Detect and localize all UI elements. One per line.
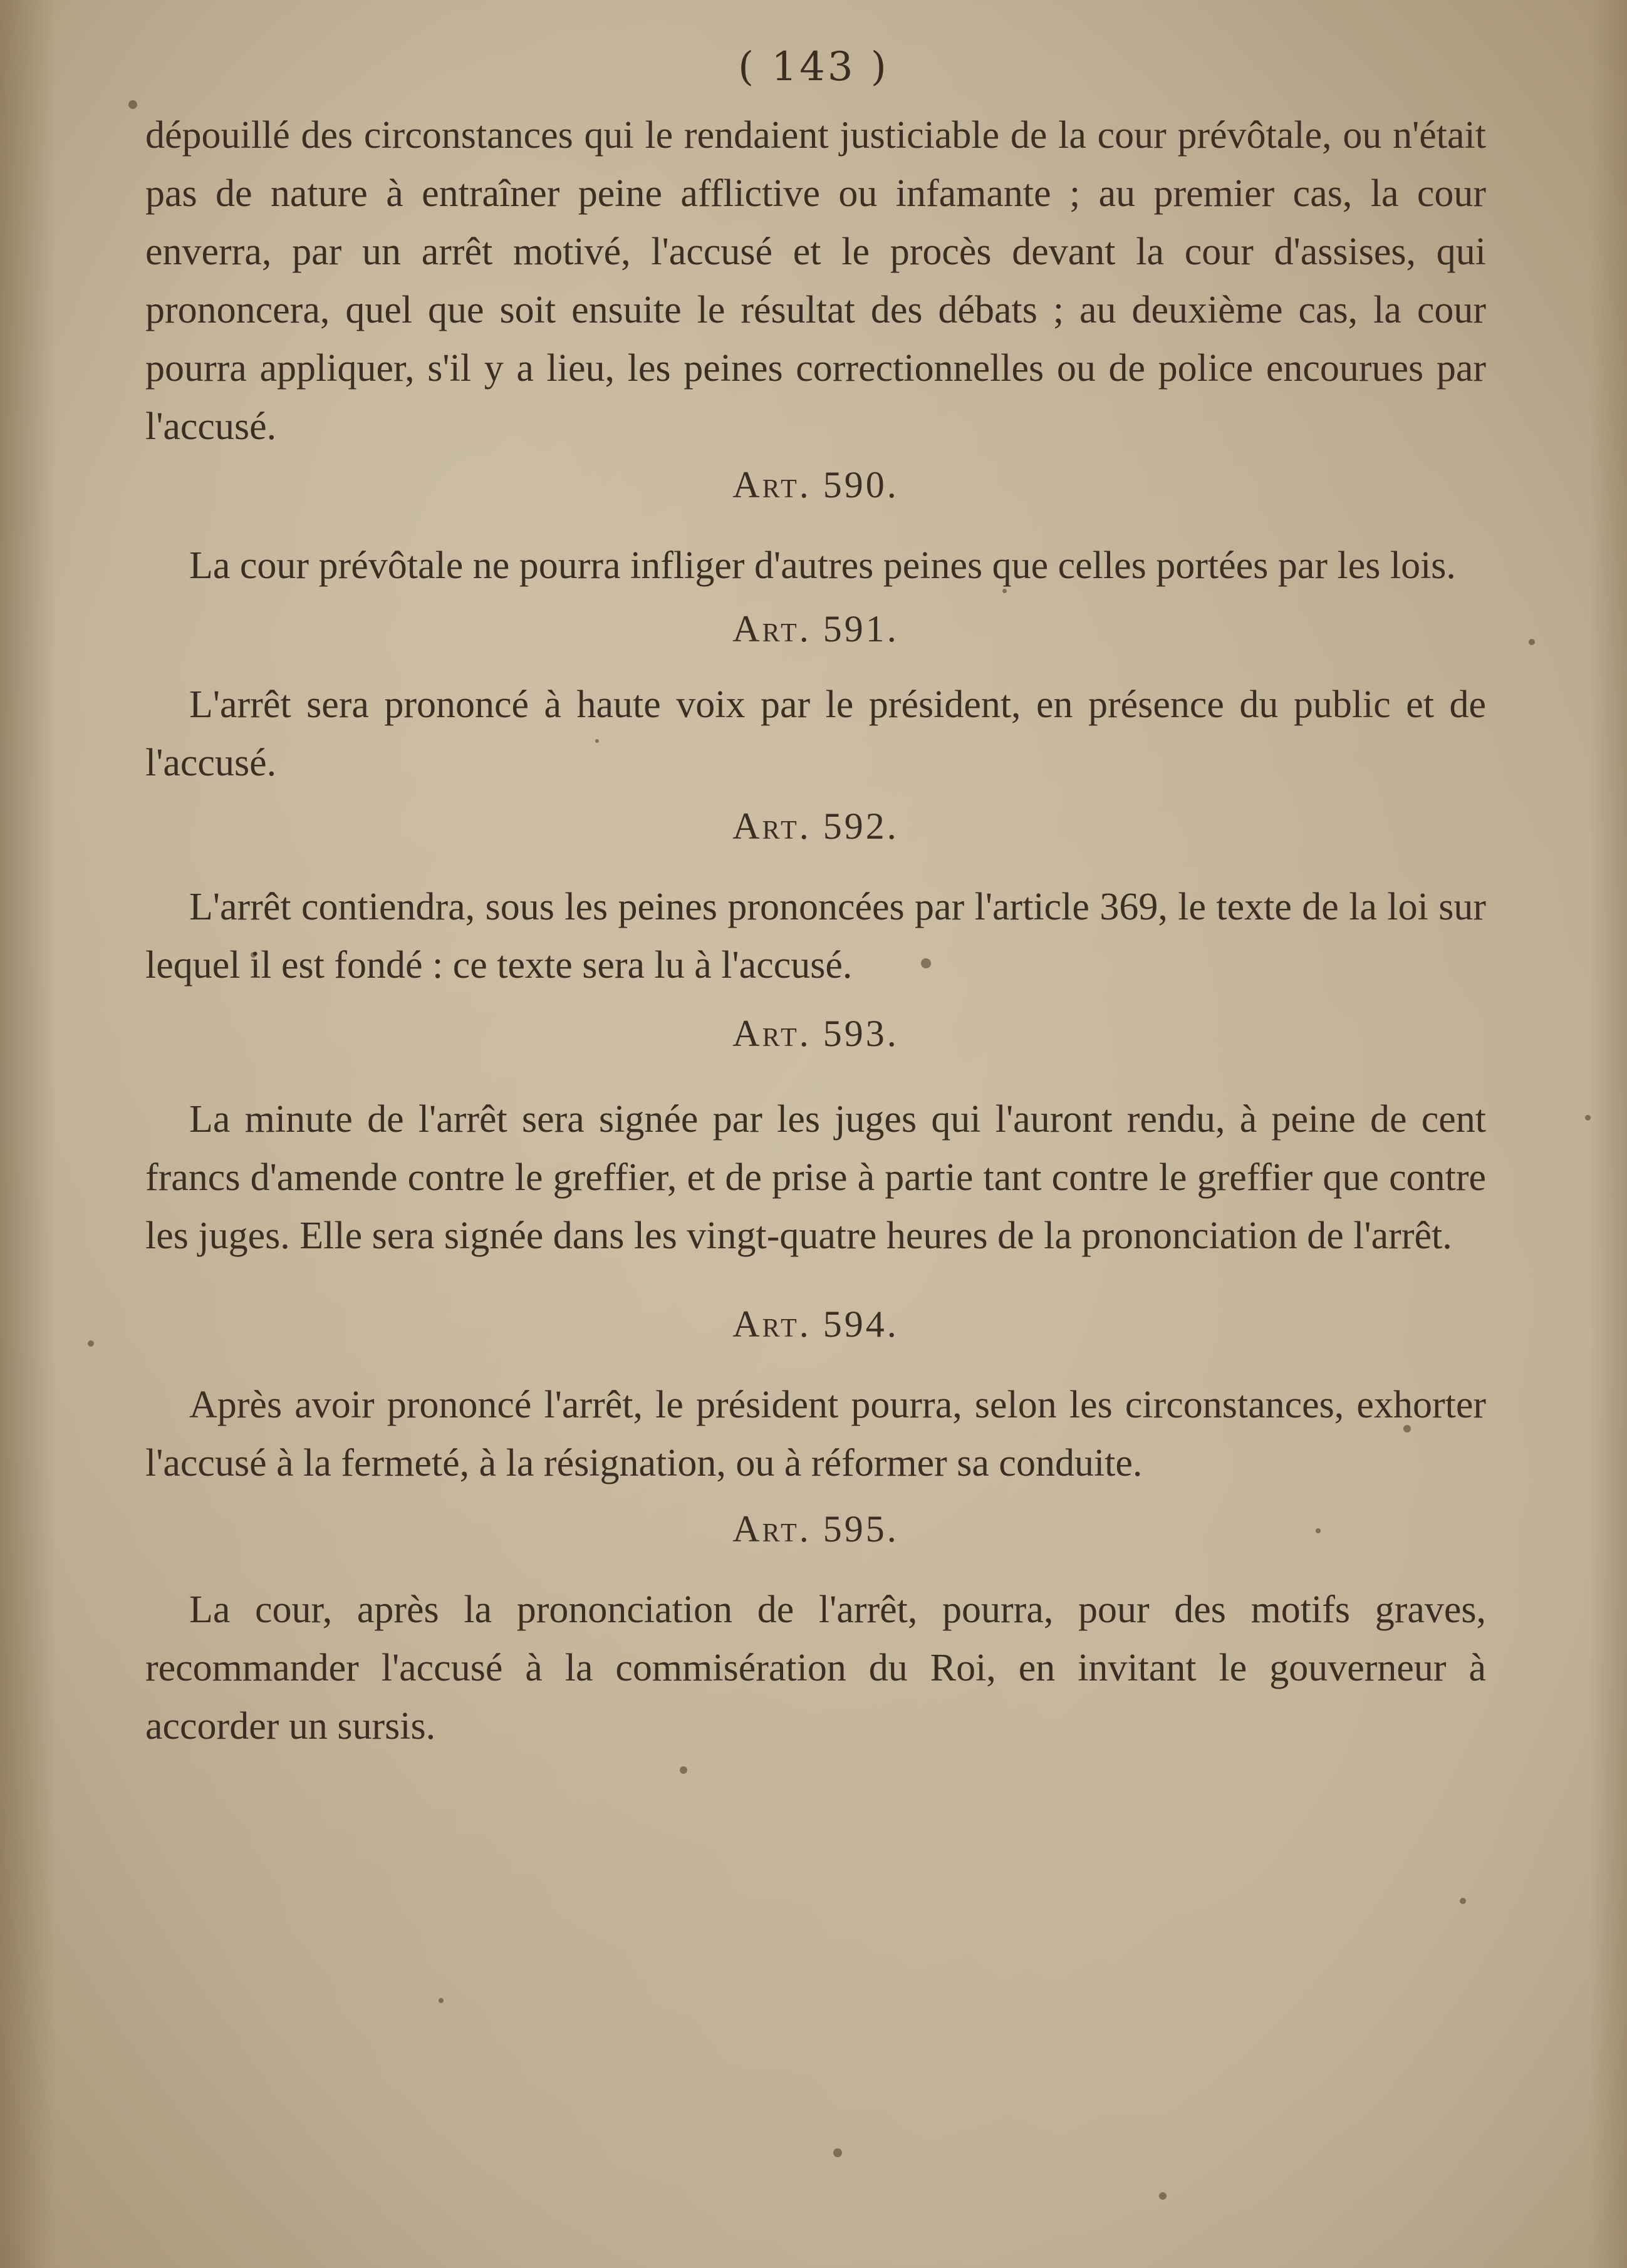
page-number-header: ( 143 ) — [738, 44, 889, 90]
body-text — [145, 106, 1486, 1756]
article-heading-595: Art. 595. — [732, 1508, 899, 1550]
article-text-595: La cour, après la prononciation de l'arrêt, pourra, pour des motifs graves, recommander l'accusé à la commisération du Roi, en invitant le gouverneur à accorder un sursis. — [145, 1588, 1486, 1748]
page-edge-shadow-right — [1589, 0, 1627, 2268]
article-text-591: L'arrêt sera prononcé à haute voix par le président, en présence du public et de l'accusé. — [145, 683, 1486, 784]
article-heading-593: Art. 593. — [732, 1013, 899, 1054]
article-text-593: La minute de l'arrêt sera signée par les juges qui l'auront rendu, à peine de cent francs d'amende contre le greffier, et de prise à partie tant contre le greffier que contre les juges. Elle sera signée dans les vingt-quatre heures de la prononciation de l'arrêt. — [145, 1098, 1486, 1257]
article-text-594: Après avoir prononcé l'arrêt, le président pourra, selon les circonstances, exhorter l'accusé à la fermeté, à la résignation, ou à réformer sa conduite. — [145, 1384, 1486, 1484]
article-heading-594: Art. 594. — [732, 1303, 899, 1345]
opening-paragraph: dépouillé des circonstances qui le rendaient justiciable de la cour prévôtale, ou n'était pas de nature à entraîner peine afflictive ou infamante ; au premier cas, la cour enverra, par un arrêt motivé, l'accusé et le procès devant la cour d'assises, qui prononcera, quel que soit ensuite le résultat des débats ; au deuxième cas, la cour pourra appliquer, s'il y a lieu, les peines correctionnelles ou de police encourues par l'accusé. — [145, 114, 1486, 448]
article-text-592: L'arrêt contiendra, sous les peines prononcées par l'article 369, le texte de la loi sur lequel il est fondé : ce texte sera lu à l'accusé. — [145, 886, 1486, 986]
article-heading-591: Art. 591. — [732, 608, 899, 650]
article-heading-590: Art. 590. — [732, 464, 899, 505]
article-text-590: La cour prévôtale ne pourra infliger d'autres peines que celles portées par les lois. — [189, 544, 1456, 587]
article-heading-592: Art. 592. — [732, 805, 899, 847]
page-edge-shadow-left — [0, 0, 56, 2268]
